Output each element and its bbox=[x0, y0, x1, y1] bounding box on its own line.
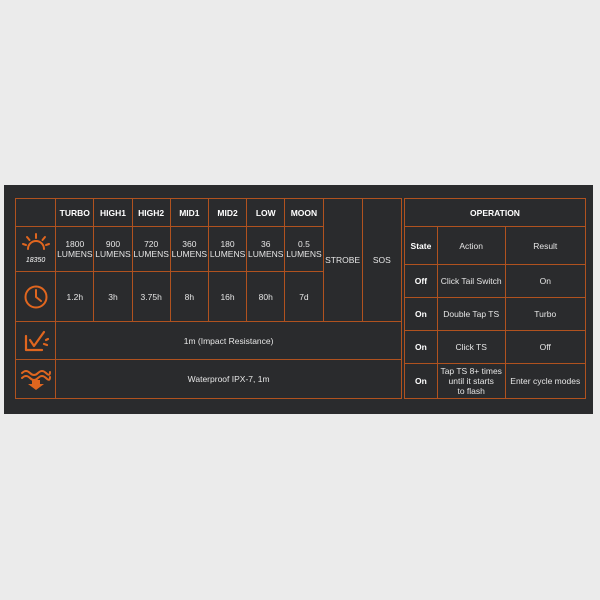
row-state: Off bbox=[405, 265, 438, 298]
row-result: Turbo bbox=[505, 298, 586, 331]
row-action: Click Tail Switch bbox=[437, 265, 505, 298]
runtime-mid2: 16h bbox=[208, 272, 246, 322]
mode-header-mid1: MID1 bbox=[170, 199, 208, 227]
runtime-low: 80h bbox=[247, 272, 285, 322]
lumens-mid1: 360 LUMENS bbox=[170, 227, 208, 272]
corner-cell bbox=[16, 199, 56, 227]
spec-panel bbox=[4, 185, 593, 414]
clock-icon bbox=[23, 284, 49, 310]
runtime-high2: 3.75h bbox=[132, 272, 170, 322]
waterproof-icon-cell bbox=[16, 360, 56, 399]
mode-header-turbo: TURBO bbox=[56, 199, 94, 227]
runtime-icon-cell bbox=[16, 272, 56, 322]
sos-cell: SOS bbox=[362, 199, 401, 322]
row-action: Double Tap TS bbox=[437, 298, 505, 331]
mode-header-high1: HIGH1 bbox=[94, 199, 132, 227]
battery-brightness-icon bbox=[21, 232, 51, 254]
battery-cell bbox=[16, 227, 56, 272]
runtime-turbo: 1.2h bbox=[56, 272, 94, 322]
state-header: State bbox=[405, 227, 438, 265]
waterproof-spec: Waterproof IPX-7, 1m bbox=[56, 360, 402, 399]
mode-header-moon: MOON bbox=[285, 199, 323, 227]
row-action: Click TS bbox=[437, 331, 505, 364]
lumens-high1: 900 LUMENS bbox=[94, 227, 132, 272]
row-action: Tap TS 8+ times until it starts to flash bbox=[437, 364, 505, 399]
impact-spec: 1m (Impact Resistance) bbox=[56, 322, 402, 360]
runtime-mid1: 8h bbox=[170, 272, 208, 322]
runtime-high1: 3h bbox=[94, 272, 132, 322]
row-state: On bbox=[405, 298, 438, 331]
lumens-turbo: 1800 LUMENS bbox=[56, 227, 94, 272]
impact-resistance-icon bbox=[22, 328, 50, 354]
lumens-moon: 0.5 LUMENS bbox=[285, 227, 323, 272]
row-result: Off bbox=[505, 331, 586, 364]
impact-icon-cell bbox=[16, 322, 56, 360]
row-state: On bbox=[405, 364, 438, 399]
row-result: Enter cycle modes bbox=[505, 364, 586, 399]
mode-header-mid2: MID2 bbox=[208, 199, 246, 227]
mode-header-low: LOW bbox=[247, 199, 285, 227]
row-state: On bbox=[405, 331, 438, 364]
battery-label: 18350 bbox=[25, 257, 46, 264]
action-header: Action bbox=[437, 227, 505, 265]
result-header: Result bbox=[505, 227, 586, 265]
waterproof-icon bbox=[20, 367, 52, 391]
lumens-low: 36 LUMENS bbox=[247, 227, 285, 272]
strobe-cell: STROBE bbox=[323, 199, 362, 322]
lumens-high2: 720 LUMENS bbox=[132, 227, 170, 272]
operation-table bbox=[404, 198, 586, 399]
runtime-moon: 7d bbox=[285, 272, 323, 322]
lumens-mid2: 180 LUMENS bbox=[208, 227, 246, 272]
operation-title: OPERATION bbox=[405, 199, 586, 227]
row-result: On bbox=[505, 265, 586, 298]
mode-header-high2: HIGH2 bbox=[132, 199, 170, 227]
specs-table bbox=[15, 198, 402, 399]
